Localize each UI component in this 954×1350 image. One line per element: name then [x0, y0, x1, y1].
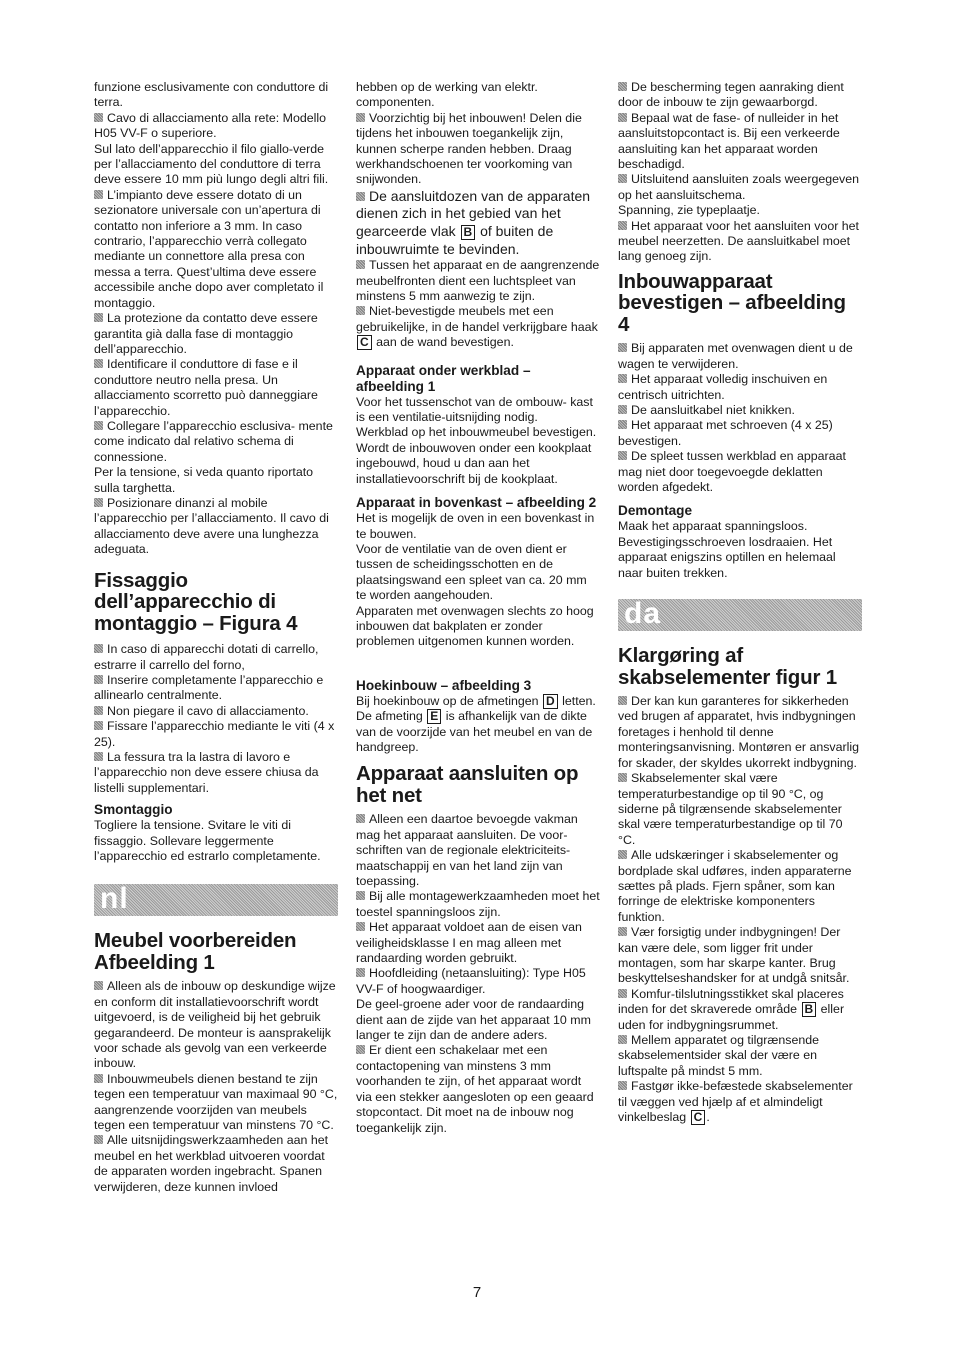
reference-box: D — [543, 694, 558, 709]
paragraph: Apparaten met ovenwagen slechts zo hoog inbouwen dat bakplaten er zonder problemen uitgenomen kunnen worden. — [356, 603, 594, 649]
paragraph: Voor de ventilatie van de oven dient er tussen de scheidingsschotten en de plaatsingswand een spleet van ca. 20 mm te worden aangehouden. — [356, 541, 587, 603]
bullet-icon — [618, 927, 627, 936]
paragraph: Bij hoekinbouw op de afmetingen D letten. De afmeting E is afhankelijk van de dikte van de voorzijde van het meubel en van de handgreep. — [356, 693, 596, 754]
reference-box: C — [691, 1110, 706, 1125]
bullet-paragraph: Het apparaat met schroeven (4 x 25) bevestigen. — [618, 418, 833, 448]
bullet-icon — [94, 190, 103, 199]
bullet-icon — [94, 113, 103, 122]
paragraph: Spanning, zie typeplaatje. — [618, 203, 760, 218]
paragraph: Wordt de inbouwoven onder een kookplaat ingebouwd, houd u dan aan het installatievoorschrift bij de kookplaat. — [356, 440, 592, 486]
bullet-icon — [618, 174, 627, 183]
subheading-hoekinbouw: Hoekinbouw – afbeelding 3 — [356, 677, 532, 693]
bullet-icon — [356, 260, 365, 269]
bullet-paragraph: Alle uitsnijdingswerkzaamheden aan het meubel en het werkblad uitvoeren voordat de apparaten worden ingebracht. Spanen verwijderen, deze kunnen invloed — [94, 1133, 329, 1194]
bullet-paragraph: Inbouwmeubels dienen bestand te zijn tegen een temperatuur van maximaal 90 °C, aangrenzende voorzijden van meubels tegen een temperatuur van minstens 70 °C. — [94, 1071, 338, 1133]
bullet-icon — [618, 405, 627, 414]
bullet-icon — [356, 814, 365, 823]
bullet-paragraph: Voorzichtig bij het inbouwen! Delen die tijdens het inbouwen toegankelijk zijn, kunnen scherpe randen hebben. Draag werkhandschoenen ter voorkoming van snijwonden. — [356, 110, 582, 187]
subheading-smontaggio: Smontaggio — [94, 802, 173, 818]
bullet-icon — [618, 343, 627, 352]
reference-box: B — [461, 225, 476, 240]
bullet-icon — [94, 721, 103, 730]
language-code: nl — [100, 882, 129, 916]
section-heading-fissaggio: Fissaggio dell’apparecchio di montaggio – Figura 4 — [94, 568, 298, 635]
page-number: 7 — [472, 1284, 482, 1301]
bullet-icon — [618, 696, 627, 705]
bullet-paragraph: Het apparaat volledig inschuiven en centrisch uitrichten. — [618, 372, 828, 402]
bullet-icon — [618, 451, 627, 460]
bullet-paragraph: Bepaal wat de fase- of nulleider in het aansluitstopcontact is. Bij een verkeerde aansluiting kan het apparaat worden beschadigd. — [618, 110, 840, 172]
column-1 — [94, 80, 338, 1195]
bullet-icon — [618, 989, 627, 998]
bullet-paragraph: Er dient een schakelaar met een contactopening van minstens 3 mm voorhanden te zijn, of het apparaat wordt via een stekker aangesloten op een geaard stopcontact. Dit moet na de inbouw nog toegankelijk zijn. — [356, 1043, 594, 1135]
bullet-paragraph: Skabselementer skal være temperaturbestandige op til 90 °C, og siderne på tilgrænsende skabselementer skal være temperaturbestandige op til 70 °C. — [618, 771, 843, 847]
paragraph: funzione esclusivamente con conduttore di terra. — [94, 80, 329, 110]
bullet-icon — [356, 192, 365, 201]
bullet-paragraph: Non piegare il cavo di allacciamento. — [94, 704, 338, 719]
bullet-paragraph: Inserire completamente l’apparecchio e allinearlo centralmente. — [94, 672, 324, 703]
bullet-paragraph: Vær forsigtig under indbygningen! Der kan være dele, som ligger frit under montagen, som har skarpe kanter. Brug beskyttelseshandsker for at undgå snitsår. — [618, 925, 850, 986]
bullet-icon — [618, 113, 627, 122]
column-2 — [356, 80, 600, 1136]
bullet-paragraph: Fissare l’apparecchio mediante le viti (4 x 25). — [94, 719, 335, 749]
bullet-paragraph: Der kan kun garanteres for sikkerheden ved brugen af apparatet, hvis indbygningen foretages i henhold til denne monteringsanvisning. Montøren er ansvarlig for skader, der skyldes ukorrekt indbygning. — [618, 694, 860, 770]
bullet-paragraph: Tussen het apparaat en de aangrenzende meubelfronten dient een luchtspleet van minstens 5 mm aanwezig te zijn. — [356, 258, 600, 304]
bullet-icon — [356, 891, 365, 900]
bullet-paragraph: Alle udskæringer i skabselementer og bordplade skal udføres, inden apparaterne sættes på plads. Fjern spåner, som kan forringe de elektriske komponenters funktion. — [618, 848, 852, 924]
bullet-icon — [618, 82, 627, 91]
bullet-icon — [356, 113, 365, 122]
bullet-icon — [94, 981, 103, 990]
subheading-werkblad: Apparaat onder werkblad – afbeelding 1 — [356, 362, 531, 394]
bullet-paragraph: Uitsluitend aansluiten zoals weergegeven op het aansluitschema. — [618, 172, 859, 202]
bullet-paragraph: De bescherming tegen aanraking dient door de inbouw te zijn gewaarborgd. — [618, 80, 844, 110]
bullet-icon — [618, 374, 627, 383]
paragraph: hebben op de werking van elektr. componenten. — [356, 80, 538, 110]
bullet-paragraph: Het apparaat voldoet aan de eisen van veiligheidsklasse I en mag alleen met randaarding worden gebruikt. — [356, 920, 582, 966]
section-heading-meubel: Meubel voorbereiden Afbeelding 1 — [94, 929, 297, 974]
language-band-da — [618, 599, 862, 631]
reference-box: C — [357, 335, 372, 350]
paragraph: Togliere la tensione. Svitare le viti di fissaggio. Sollevare leggermente l’apparecchio ed estrarlo completamente. — [94, 818, 321, 863]
bullet-paragraph: De aansluitdozen van de apparaten dienen zich in het gebied van het gearceerde vlak B of buiten de inbouwruimte te bevinden. — [356, 187, 591, 257]
paragraph: Per la tensione, si veda quanto riportato sulla targhetta. — [94, 465, 314, 495]
paragraph: Sul lato dell’apparecchio il filo giallo-verde per l’allacciamento del conduttore di terra deve essere 10 mm più lungo degli altri fili. — [94, 141, 329, 187]
bullet-paragraph: Alleen als de inbouw op deskundige wijze en conform dit installatievoorschrift wordt uitgevoerd, is de veiligheid bij het gebruik gegarandeerd. De monteur is aansprakelijk voor schade als gevolg van een verkeerde inbouw. — [94, 979, 336, 1071]
bullet-icon — [356, 306, 365, 315]
bullet-paragraph: Mellem apparatet og tilgrænsende skabselementsider skal der være en luftspalte på mindst 5 mm. — [618, 1033, 820, 1078]
bullet-icon — [94, 675, 103, 684]
bullet-icon — [618, 221, 627, 230]
bullet-paragraph: Fastgør ikke-befæstede skabselementer til væggen ved hjælp af et almindeligt vinkelbeslag C . — [618, 1079, 853, 1125]
bullet-paragraph: Cavo di allacciamento alla rete: Modello H05 VV-F o superiore. — [94, 110, 327, 141]
reference-box: B — [802, 1002, 817, 1017]
bullet-paragraph: Posizionare dinanzi al mobile l’apparecchio per l’allacciamento. Il cavo di allacciamento deve avere una lunghezza adeguata. — [94, 495, 329, 557]
section-heading-inbouwapparaat: Inbouwapparaat bevestigen – afbeelding 4 — [618, 269, 846, 336]
subheading-bovenkast: Apparaat in bovenkast – afbeelding 2 — [356, 495, 597, 511]
paragraph: Maak het apparaat spanningsloos. Bevestigingsschroeven losdraaien. Het apparaat enigszins optillen en helemaal naar buiten trekken. — [618, 519, 836, 580]
bullet-paragraph: De aansluitkabel niet knikken. — [618, 403, 862, 418]
bullet-paragraph: Komfur-tilslutningsstikket skal placeres inden for det skraverede område B eller uden for indbygningsrummet. — [618, 986, 845, 1032]
reference-box: E — [427, 709, 441, 724]
section-heading-aansluiten: Apparaat aansluiten op het net — [356, 762, 579, 807]
bullet-paragraph: L’impianto deve essere dotato di un sezionatore universale con un’apertura di contatto non inferiore a 3 mm. In caso contrario, l’apparecchio verrà collegato mediante un connettore alla presa con messa a terra. Quest’ultima deve essere accessibile anche dopo aver completato il montaggio. — [94, 187, 324, 310]
bullet-icon — [94, 1074, 103, 1083]
bullet-paragraph: Het apparaat voor het aansluiten voor het meubel neerzetten. De aansluitkabel moet lang genoeg zijn. — [618, 218, 859, 264]
language-code: da — [624, 597, 662, 631]
bullet-paragraph: La protezione da contatto deve essere garantita già dalla fase di montaggio dell’apparecchio. — [94, 311, 318, 356]
bullet-paragraph: Hoofdleiding (netaansluiting): Type H05 VV-F of hoogwaardiger. — [356, 966, 586, 996]
bullet-icon — [94, 313, 103, 322]
bullet-icon — [94, 706, 103, 715]
bullet-paragraph: De spleet tussen werkblad en apparaat mag niet door toegevoegde deklatten worden afgedekt. — [618, 449, 846, 495]
bullet-paragraph: In caso di apparecchi dotati di carrello, estrarre il carrello del forno, — [94, 642, 319, 672]
bullet-paragraph: Alleen een daartoe bevoegde vakman mag het apparaat aansluiten. De voor- schriften van de regionale elektriciteits- maatschappij en van het land zijn van toepassing. — [356, 812, 578, 888]
column-3 — [618, 80, 862, 1125]
bullet-icon — [618, 1035, 627, 1044]
bullet-paragraph: Collegare l’apparecchio esclusiva- mente come indicato dal relativo schema di connessione. — [94, 418, 333, 464]
bullet-icon — [618, 850, 627, 859]
paragraph: Werkblad op het inbouwmeubel bevestigen. — [356, 425, 597, 440]
paragraph: Voor het tussenschot van de ombouw- kast is een ventilatie-uitsnijding nodig. — [356, 394, 593, 425]
language-band-nl — [94, 884, 338, 916]
bullet-icon — [94, 359, 103, 368]
bullet-icon — [618, 420, 627, 429]
bullet-paragraph: La fessura tra la lastra di lavoro e l’apparecchio non deve essere chiusa da listelli supplementari. — [94, 749, 319, 795]
bullet-paragraph: Bij alle montagewerkzaamheden moet het toestel spanningsloos zijn. — [356, 889, 600, 919]
section-heading-klargoring: Klargøring af skabselementer figur 1 — [618, 644, 837, 689]
bullet-icon — [356, 922, 365, 931]
bullet-paragraph: Niet-bevestigde meubels met een gebruikelijke, in de handel verkrijgbare haak C aan de wand bevestigen. — [356, 304, 598, 350]
bullet-paragraph: Identificare il conduttore di fase e il conduttore neutro nella presa. Un allacciamento scorretto può danneggiare l’apparecchio. — [94, 357, 318, 418]
bullet-icon — [356, 1045, 365, 1054]
bullet-icon — [618, 1081, 627, 1090]
bullet-icon — [618, 773, 627, 782]
bullet-icon — [94, 644, 103, 653]
bullet-icon — [356, 968, 365, 977]
paragraph: De geel-groene ader voor de randaarding dient aan de zijde van het apparaat 10 mm langer te zijn dan de andere aders. — [356, 997, 591, 1043]
bullet-icon — [94, 421, 103, 430]
bullet-icon — [94, 1135, 103, 1144]
paragraph: Het is mogelijk de oven in een bovenkast in te bouwen. — [356, 511, 595, 541]
subheading-demontage: Demontage — [618, 503, 693, 519]
bullet-paragraph: Bij apparaten met ovenwagen dient u de wagen te verwijderen. — [618, 341, 853, 371]
bullet-icon — [94, 752, 103, 761]
bullet-icon — [94, 498, 103, 507]
